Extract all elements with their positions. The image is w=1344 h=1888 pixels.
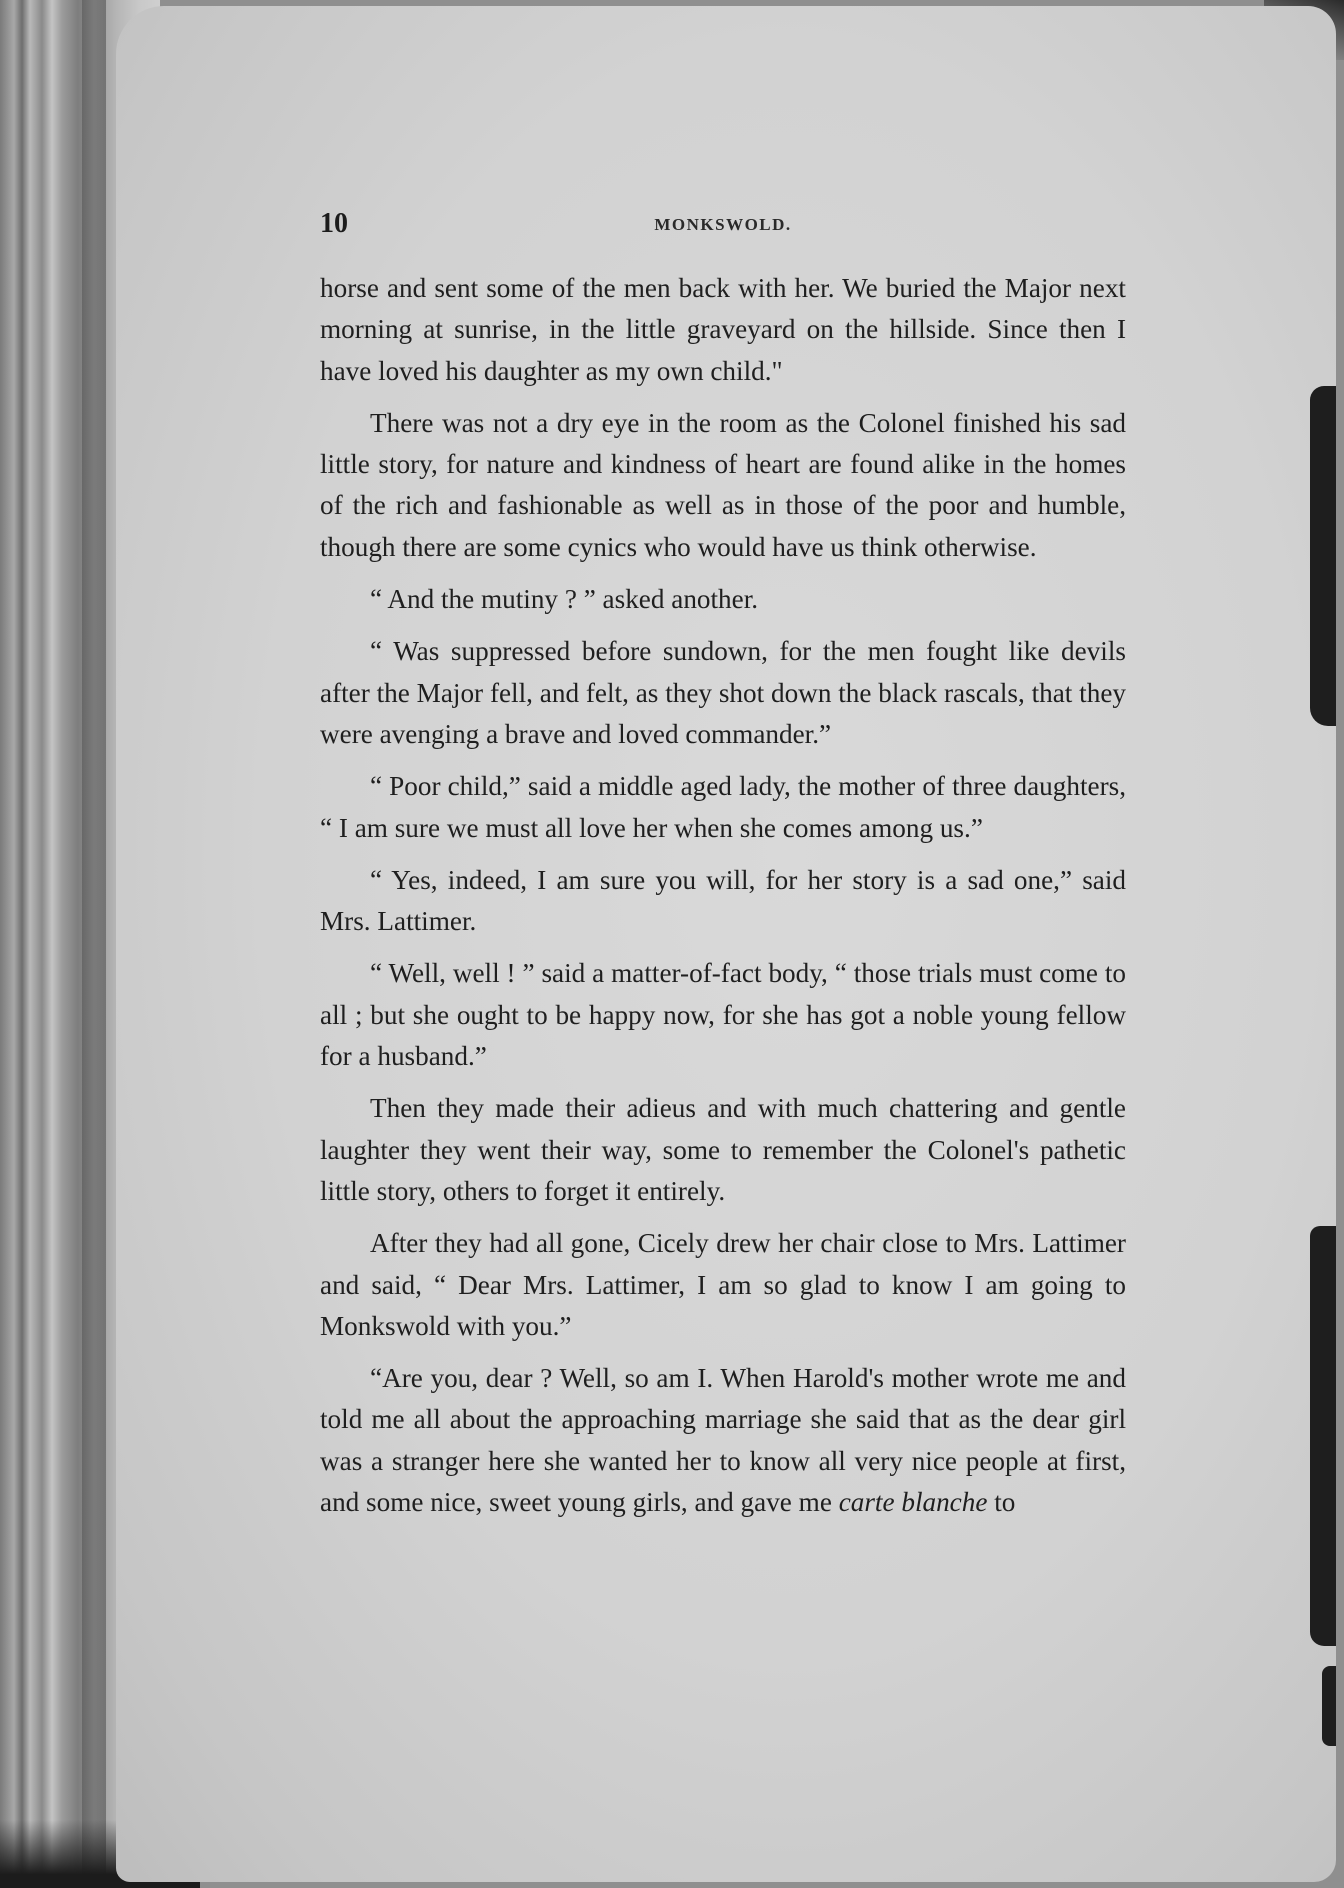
paragraph: “ Was suppressed before sundown, for the men fought like devils after the Major fell, and felt, as they shot down the black rascals, that they were avenging a brave and loved commander.” (320, 636, 1126, 749)
paragraph: There was not a dry eye in the room as the Colonel finished his sad little story, for nature and kindness of heart are found alike in the homes of the rich and fashionable as well as in those of the poor and humble, though there are some cynics who would have us think otherwise. (320, 407, 1126, 562)
paragraph: “ Poor child,” said a middle aged lady, the mother of three daughters, “ I am sure we must all love her when she comes among us.” (320, 771, 1126, 843)
torn-page-edge (1310, 1226, 1336, 1646)
body-text (320, 268, 1126, 1523)
spine-shadow (82, 0, 106, 1888)
paragraph: “ Well, well ! ” said a matter-of-fact body, “ those trials must come to all ; but she ought to be happy now, for she has got a noble young fellow for a husband.” (320, 958, 1126, 1072)
torn-page-edge (1322, 1666, 1336, 1746)
paragraph: After they had all gone, Cicely drew her chair close to Mrs. Lattimer and said, “ Dear Mrs. Lattimer, I am so glad to know I am going to Monkswold with you.” (320, 1228, 1126, 1341)
page-number: 10 (320, 208, 348, 239)
page-header (320, 206, 1126, 246)
paragraph-end: to (994, 1487, 1016, 1518)
italic-phrase: carte blanche (838, 1487, 988, 1518)
paragraph: horse and sent some of the men back with her. We buried the Major next morning at sunrise, in the little graveyard on the hillside. Since then I have loved his daughter as my own child." (320, 273, 1126, 386)
torn-page-edge (1310, 386, 1336, 726)
paragraph: “ And the mutiny ? ” asked another. (370, 584, 759, 615)
paragraph-text: “Are you, dear ? Well, so am I. When Harold's mother wrote me and told me all about the approaching marriage she said that as the dear girl was a stranger here she wanted her to know all very nice people at first, and some nice, sweet young girls, and gave me (320, 1363, 1126, 1518)
paragraph-last (320, 1358, 1126, 1523)
running-title: MONKSWOLD. (654, 215, 792, 234)
paragraph: “ Yes, indeed, I am sure you will, for her story is a sad one,” said Mrs. Lattimer. (320, 864, 1126, 937)
paragraph: Then they made their adieus and with much chattering and gentle laughter they went their way, some to remember the Colonel's pathetic little story, others to forget it entirely. (320, 1093, 1126, 1206)
